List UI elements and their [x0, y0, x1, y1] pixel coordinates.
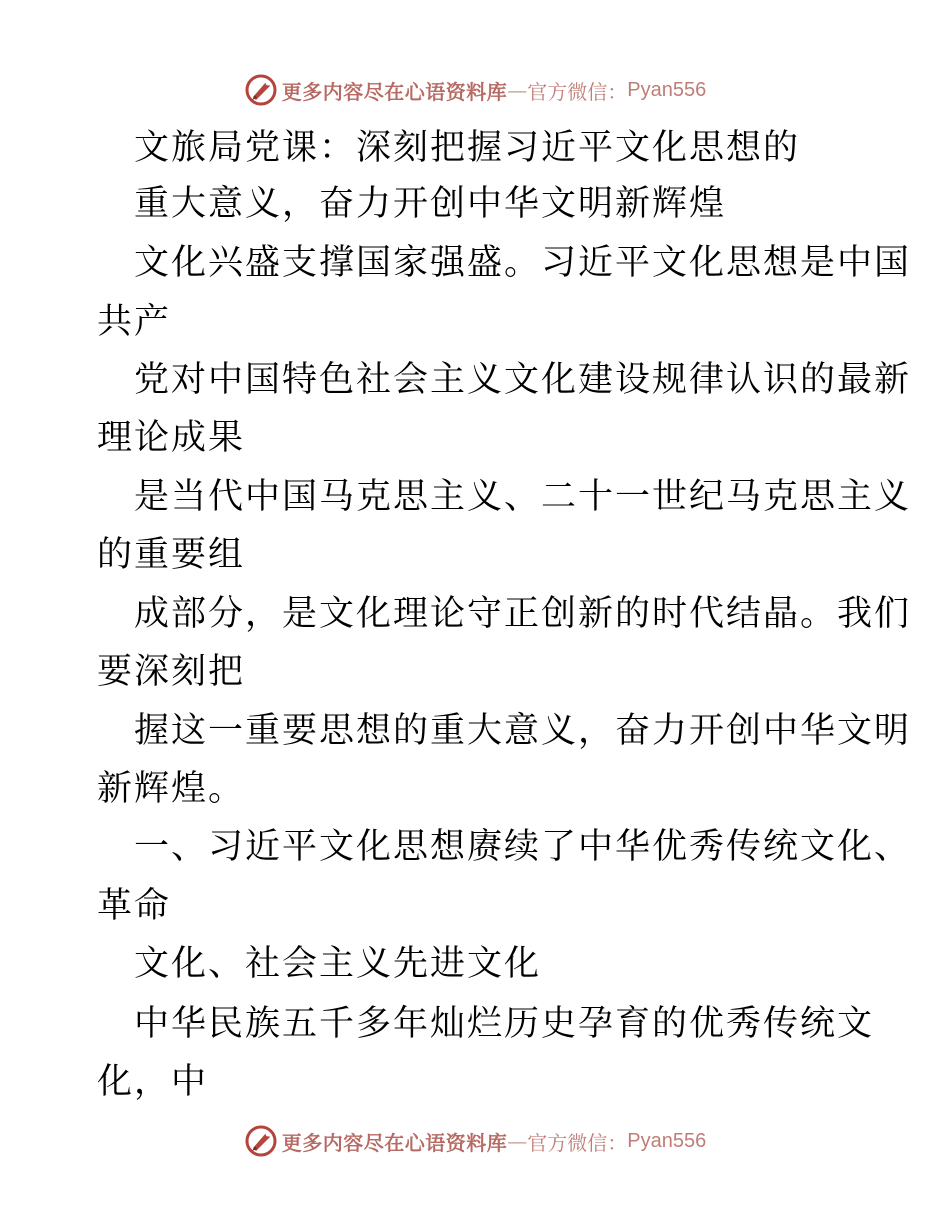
banner-contact-id: Pyan556	[627, 1129, 707, 1152]
text-line: 新辉煌。	[97, 769, 246, 809]
text-line: 化，中	[97, 1062, 209, 1102]
banner-separator: —	[507, 78, 528, 102]
footer-banner	[0, 1119, 950, 1163]
pen-nib-logo-icon	[244, 1124, 278, 1158]
text-line: 重大意义，奋力开创中华文明新辉煌	[97, 184, 727, 224]
text-line: 握这一重要思想的重大意义，奋力开创中华文明	[97, 711, 912, 751]
banner-slogan: 更多内容尽在心语资料库	[281, 1130, 508, 1155]
banner-contact-id: Pyan556	[627, 78, 707, 101]
text-line: 成部分，是文化理论守正创新的时代结晶。我们	[97, 594, 912, 634]
text-line: 中华民族五千多年灿烂历史孕育的优秀传统文	[97, 1004, 875, 1044]
text-line: 的重要组	[97, 535, 246, 575]
text-line: 是当代中国马克思主义、二十一世纪马克思主义	[97, 477, 912, 517]
text-line: 文化、社会主义先进文化	[97, 944, 542, 984]
header-banner	[0, 68, 950, 112]
banner-separator: —	[507, 1129, 528, 1153]
banner-contact-label: 官方微信：	[527, 1130, 628, 1155]
text-line: 共产	[97, 302, 172, 342]
text-line: 理论成果	[97, 418, 246, 458]
banner-contact-label: 官方微信：	[527, 79, 628, 104]
text-line: 党对中国特色社会主义文化建设规律认识的最新	[97, 360, 912, 400]
text-line: 一、习近平文化思想赓续了中华优秀传统文化、	[97, 827, 912, 867]
text-line: 文旅局党课：深刻把握习近平文化思想的	[97, 128, 801, 168]
text-line: 要深刻把	[97, 652, 246, 692]
text-line: 文化兴盛支撑国家强盛。习近平文化思想是中国	[97, 243, 912, 283]
text-line: 革命	[97, 886, 172, 926]
pen-nib-logo-icon	[244, 73, 278, 107]
banner-slogan: 更多内容尽在心语资料库	[281, 79, 508, 104]
